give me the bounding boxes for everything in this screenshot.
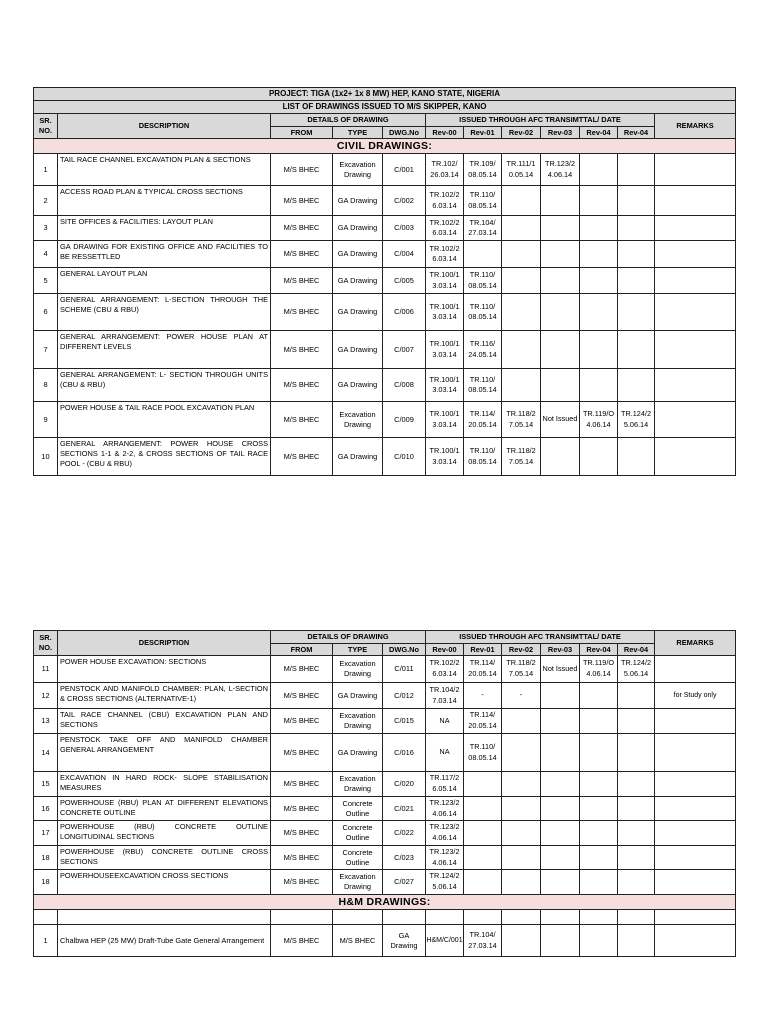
cell-remarks bbox=[655, 797, 736, 821]
hm-rev02 bbox=[541, 925, 580, 957]
cell-dwg: C/005 bbox=[383, 268, 426, 294]
cell-rev04b bbox=[618, 294, 655, 331]
project-title: PROJECT: TIGA (1x2+ 1x 8 MW) HEP, KANO STATE, NIGERIA bbox=[34, 88, 736, 101]
cell-rev04 bbox=[580, 797, 618, 821]
cell-rev00: TR.102/2 6.03.14 bbox=[426, 241, 464, 268]
cell-type: GA Drawing bbox=[333, 438, 383, 476]
cell-dwg: C/007 bbox=[383, 331, 426, 369]
cell-dwg: C/009 bbox=[383, 402, 426, 438]
cell-remarks bbox=[655, 846, 736, 870]
cell-rev01: TR.110/ 08.05.14 bbox=[464, 268, 502, 294]
header-sr: SR. NO. bbox=[34, 114, 58, 139]
cell-type: GA Drawing bbox=[333, 186, 383, 216]
cell-rev04b bbox=[618, 331, 655, 369]
cell-dwg: C/012 bbox=[383, 683, 426, 709]
cell-dwg: C/002 bbox=[383, 186, 426, 216]
cell-remarks bbox=[655, 369, 736, 402]
cell-rev04 bbox=[580, 268, 618, 294]
cell-rev00: TR.104/2 7.03.14 bbox=[426, 683, 464, 709]
cell-description: POWERHOUSEEXCAVATION CROSS SECTIONS bbox=[58, 870, 271, 895]
cell-rev00: TR.102/2 6.03.14 bbox=[426, 216, 464, 241]
table-row bbox=[34, 331, 736, 369]
drawings-table-2 bbox=[33, 630, 736, 957]
cell-from: M/S BHEC bbox=[271, 331, 333, 369]
cell-remarks bbox=[655, 656, 736, 683]
cell-rev04b bbox=[618, 821, 655, 846]
cell-description: GA DRAWING FOR EXISTING OFFICE AND FACILITIES TO BE RESSETTLED bbox=[58, 241, 271, 268]
cell-from: M/S BHEC bbox=[271, 734, 333, 772]
cell-sr: 7 bbox=[34, 331, 58, 369]
cell-rev01: TR.110/ 08.05.14 bbox=[464, 438, 502, 476]
cell-rev00: NA bbox=[426, 709, 464, 734]
cell-rev02: TR.118/2 7.05.14 bbox=[502, 438, 541, 476]
cell-sr: 1 bbox=[34, 154, 58, 186]
cell-dwg: C/003 bbox=[383, 216, 426, 241]
cell-rev03 bbox=[541, 846, 580, 870]
header-rev03: Rev-03 bbox=[541, 127, 580, 139]
project-subtitle: LIST OF DRAWINGS ISSUED TO M/S SKIPPER, KANO bbox=[34, 101, 736, 114]
cell-rev03 bbox=[541, 870, 580, 895]
cell-remarks: for Study only bbox=[655, 683, 736, 709]
cell-rev00: TR.100/1 3.03.14 bbox=[426, 402, 464, 438]
cell-rev04 bbox=[580, 369, 618, 402]
cell-rev04 bbox=[580, 438, 618, 476]
header-details: DETAILS OF DRAWING bbox=[271, 631, 426, 644]
cell-from: M/S BHEC bbox=[271, 821, 333, 846]
cell-remarks bbox=[655, 294, 736, 331]
section-civil: CIVIL DRAWINGS: bbox=[34, 139, 736, 154]
cell-type: GA Drawing bbox=[333, 683, 383, 709]
cell-rev02 bbox=[502, 186, 541, 216]
cell-description: PENSTOCK TAKE OFF AND MANIFOLD CHAMBER GENERAL ARRANGEMENT bbox=[58, 734, 271, 772]
cell-rev03 bbox=[541, 331, 580, 369]
cell-rev04b: TR.124/2 5.06.14 bbox=[618, 402, 655, 438]
table-row bbox=[34, 294, 736, 331]
cell-from: M/S BHEC bbox=[271, 772, 333, 797]
cell-rev03 bbox=[541, 709, 580, 734]
cell-remarks bbox=[655, 216, 736, 241]
header-details: DETAILS OF DRAWING bbox=[271, 114, 426, 127]
cell-dwg: C/022 bbox=[383, 821, 426, 846]
cell-description: SITE OFFICES & FACILITIES: LAYOUT PLAN bbox=[58, 216, 271, 241]
cell-from: M/S BHEC bbox=[271, 870, 333, 895]
cell-rev00: TR.100/1 3.03.14 bbox=[426, 369, 464, 402]
cell-rev01: TR.110/ 08.05.14 bbox=[464, 186, 502, 216]
cell-sr: 15 bbox=[34, 772, 58, 797]
cell-description: GENERAL ARRANGEMENT: POWER HOUSE PLAN AT DIFFERENT LEVELS bbox=[58, 331, 271, 369]
table-row bbox=[34, 734, 736, 772]
cell-remarks bbox=[655, 402, 736, 438]
table-row bbox=[34, 268, 736, 294]
cell-rev04 bbox=[580, 154, 618, 186]
table-row bbox=[34, 241, 736, 268]
cell-type: Concrete Outline bbox=[333, 846, 383, 870]
header-rev04b: Rev-04 bbox=[618, 127, 655, 139]
cell-rev03 bbox=[541, 294, 580, 331]
cell-description: POWER HOUSE & TAIL RACE POOL EXCAVATION PLAN bbox=[58, 402, 271, 438]
cell-rev01 bbox=[464, 797, 502, 821]
cell-rev04 bbox=[580, 216, 618, 241]
cell-dwg: C/006 bbox=[383, 294, 426, 331]
project-subtitle-row bbox=[34, 101, 736, 114]
cell-sr: 13 bbox=[34, 709, 58, 734]
hm-rev03 bbox=[580, 925, 618, 957]
cell-rev01 bbox=[464, 846, 502, 870]
cell-rev02 bbox=[502, 734, 541, 772]
cell-sr: 2 bbox=[34, 186, 58, 216]
cell-rev03 bbox=[541, 772, 580, 797]
cell-rev02: - bbox=[502, 683, 541, 709]
cell-rev00: TR.102/2 6.03.14 bbox=[426, 656, 464, 683]
table-row bbox=[34, 683, 736, 709]
table-row bbox=[34, 402, 736, 438]
cell-type: GA Drawing bbox=[333, 241, 383, 268]
cell-rev01: TR.109/ 08.05.14 bbox=[464, 154, 502, 186]
cell-remarks bbox=[655, 870, 736, 895]
header-rev04: Rev-04 bbox=[580, 127, 618, 139]
cell-description: GENERAL ARRANGEMENT: L-SECTION THROUGH THE SCHEME (CBU & RBU) bbox=[58, 294, 271, 331]
header-rev01: Rev-01 bbox=[464, 644, 502, 656]
cell-rev04 bbox=[580, 241, 618, 268]
cell-rev03: Not Issued bbox=[541, 402, 580, 438]
cell-rev04 bbox=[580, 772, 618, 797]
cell-sr: 6 bbox=[34, 294, 58, 331]
cell-rev04b bbox=[618, 186, 655, 216]
cell-rev02 bbox=[502, 268, 541, 294]
header-rev02: Rev-02 bbox=[502, 644, 541, 656]
cell-rev04b bbox=[618, 438, 655, 476]
cell-description: ACCESS ROAD PLAN & TYPICAL CROSS SECTIONS bbox=[58, 186, 271, 216]
table-row bbox=[34, 656, 736, 683]
cell-sr: 18 bbox=[34, 846, 58, 870]
cell-type: GA Drawing bbox=[333, 216, 383, 241]
header-type: TYPE bbox=[333, 127, 383, 139]
cell-sr: 12 bbox=[34, 683, 58, 709]
cell-dwg: C/021 bbox=[383, 797, 426, 821]
hm-rev00: TR.104/ 27.03.14 bbox=[464, 925, 502, 957]
cell-rev03 bbox=[541, 241, 580, 268]
cell-from: M/S BHEC bbox=[271, 797, 333, 821]
header-description: DESCRIPTION bbox=[58, 114, 271, 139]
cell-rev04 bbox=[580, 331, 618, 369]
cell-rev03 bbox=[541, 797, 580, 821]
cell-sr: 10 bbox=[34, 438, 58, 476]
cell-type: Excavation Drawing bbox=[333, 402, 383, 438]
header-rev03: Rev-03 bbox=[541, 644, 580, 656]
hm-type: GA Drawing bbox=[383, 925, 426, 957]
hm-from-2: M/S BHEC bbox=[333, 925, 383, 957]
table-row bbox=[34, 186, 736, 216]
cell-sr: 8 bbox=[34, 369, 58, 402]
cell-remarks bbox=[655, 772, 736, 797]
cell-dwg: C/010 bbox=[383, 438, 426, 476]
cell-type: Excavation Drawing bbox=[333, 709, 383, 734]
cell-rev00: TR.102/2 6.03.14 bbox=[426, 186, 464, 216]
cell-dwg: C/008 bbox=[383, 369, 426, 402]
cell-type: GA Drawing bbox=[333, 294, 383, 331]
cell-rev03: TR.123/2 4.06.14 bbox=[541, 154, 580, 186]
cell-description: POWERHOUSE (RBU) CONCRETE OUTLINE LONGITUDINAL SECTIONS bbox=[58, 821, 271, 846]
cell-description: GENERAL ARRANGEMENT: L- SECTION THROUGH UNITS (CBU & RBU) bbox=[58, 369, 271, 402]
cell-rev04b bbox=[618, 734, 655, 772]
cell-rev00: TR.123/2 4.06.14 bbox=[426, 821, 464, 846]
cell-rev00: TR.100/1 3.03.14 bbox=[426, 268, 464, 294]
cell-type: Excavation Drawing bbox=[333, 656, 383, 683]
table2-body bbox=[34, 656, 736, 895]
cell-description: TAIL RACE CHANNEL EXCAVATION PLAN & SECTIONS bbox=[58, 154, 271, 186]
cell-remarks bbox=[655, 821, 736, 846]
cell-rev04b bbox=[618, 709, 655, 734]
cell-remarks bbox=[655, 241, 736, 268]
cell-sr: 17 bbox=[34, 821, 58, 846]
table-row bbox=[34, 154, 736, 186]
cell-rev00: NA bbox=[426, 734, 464, 772]
cell-rev01: TR.110/ 08.05.14 bbox=[464, 294, 502, 331]
cell-sr: 5 bbox=[34, 268, 58, 294]
cell-description: EXCAVATION IN HARD ROCK- SLOPE STABILISATION MEASURES bbox=[58, 772, 271, 797]
cell-rev04 bbox=[580, 734, 618, 772]
cell-rev01: TR.114/ 20.05.14 bbox=[464, 402, 502, 438]
cell-from: M/S BHEC bbox=[271, 241, 333, 268]
cell-dwg: C/011 bbox=[383, 656, 426, 683]
table-row bbox=[34, 772, 736, 797]
cell-rev02: TR.118/2 7.05.14 bbox=[502, 402, 541, 438]
cell-remarks bbox=[655, 268, 736, 294]
cell-rev00: TR.102/ 26.03.14 bbox=[426, 154, 464, 186]
header-rev00: Rev-00 bbox=[426, 644, 464, 656]
cell-from: M/S BHEC bbox=[271, 268, 333, 294]
header-issued: ISSUED THROUGH AFC TRANSIMTTAL/ DATE bbox=[426, 631, 655, 644]
cell-from: M/S BHEC bbox=[271, 656, 333, 683]
cell-dwg: C/020 bbox=[383, 772, 426, 797]
hm-dwg: H&M/C/001 bbox=[426, 925, 464, 957]
cell-rev02 bbox=[502, 870, 541, 895]
hm-rev01 bbox=[502, 925, 541, 957]
cell-rev00: TR.124/2 5.06.14 bbox=[426, 870, 464, 895]
header-from: FROM bbox=[271, 127, 333, 139]
table-row bbox=[34, 846, 736, 870]
cell-from: M/S BHEC bbox=[271, 709, 333, 734]
hm-description: Chalbwa HEP (25 MW) Draft-Tube Gate General Arrangement bbox=[58, 925, 271, 957]
cell-rev00: TR.123/2 4.06.14 bbox=[426, 797, 464, 821]
cell-rev01: - bbox=[464, 683, 502, 709]
cell-rev02 bbox=[502, 294, 541, 331]
cell-description: POWER HOUSE EXCAVATION: SECTIONS bbox=[58, 656, 271, 683]
cell-rev04: TR.119/O 4.06.14 bbox=[580, 656, 618, 683]
cell-rev02: TR.118/2 7.05.14 bbox=[502, 656, 541, 683]
cell-description: TAIL RACE CHANNEL (CBU) EXCAVATION PLAN AND SECTIONS bbox=[58, 709, 271, 734]
cell-rev00: TR.100/1 3.03.14 bbox=[426, 331, 464, 369]
header-sr: SR. NO. bbox=[34, 631, 58, 656]
cell-rev00: TR.100/1 3.03.14 bbox=[426, 294, 464, 331]
header-type: TYPE bbox=[333, 644, 383, 656]
cell-rev03 bbox=[541, 438, 580, 476]
cell-sr: 11 bbox=[34, 656, 58, 683]
hm-row bbox=[34, 925, 736, 957]
cell-rev01: TR.114/ 20.05.14 bbox=[464, 656, 502, 683]
table-row bbox=[34, 369, 736, 402]
hm-rev04 bbox=[618, 925, 655, 957]
cell-rev04 bbox=[580, 709, 618, 734]
cell-rev03: Not Issued bbox=[541, 656, 580, 683]
cell-type: Excavation Drawing bbox=[333, 772, 383, 797]
header-dwg: DWG.No bbox=[383, 644, 426, 656]
cell-rev02 bbox=[502, 846, 541, 870]
cell-rev02 bbox=[502, 709, 541, 734]
cell-remarks bbox=[655, 331, 736, 369]
cell-rev02: TR.111/1 0.05.14 bbox=[502, 154, 541, 186]
cell-rev04b bbox=[618, 683, 655, 709]
header-rev04: Rev-04 bbox=[580, 644, 618, 656]
cell-rev03 bbox=[541, 268, 580, 294]
cell-rev04 bbox=[580, 683, 618, 709]
cell-rev04b bbox=[618, 846, 655, 870]
cell-type: GA Drawing bbox=[333, 268, 383, 294]
cell-rev04b bbox=[618, 268, 655, 294]
cell-type: Excavation Drawing bbox=[333, 154, 383, 186]
header-from: FROM bbox=[271, 644, 333, 656]
hm-remarks bbox=[655, 925, 736, 957]
cell-remarks bbox=[655, 709, 736, 734]
cell-dwg: C/027 bbox=[383, 870, 426, 895]
cell-from: M/S BHEC bbox=[271, 154, 333, 186]
cell-from: M/S BHEC bbox=[271, 294, 333, 331]
cell-rev04 bbox=[580, 294, 618, 331]
cell-rev04 bbox=[580, 846, 618, 870]
cell-rev04 bbox=[580, 821, 618, 846]
cell-rev04 bbox=[580, 870, 618, 895]
header-rev04b: Rev-04 bbox=[618, 644, 655, 656]
cell-rev01 bbox=[464, 772, 502, 797]
cell-dwg: C/015 bbox=[383, 709, 426, 734]
header-rev00: Rev-00 bbox=[426, 127, 464, 139]
cell-from: M/S BHEC bbox=[271, 846, 333, 870]
cell-description: GENERAL LAYOUT PLAN bbox=[58, 268, 271, 294]
cell-rev03 bbox=[541, 186, 580, 216]
cell-description: GENERAL ARRANGEMENT: POWER HOUSE CROSS SECTIONS 1-1 & 2-2, & CROSS SECTIONS OF TAIL RACE POOL - (CBU & RBU) bbox=[58, 438, 271, 476]
header-rev02: Rev-02 bbox=[502, 127, 541, 139]
cell-from: M/S BHEC bbox=[271, 216, 333, 241]
cell-rev01: TR.110/ 08.05.14 bbox=[464, 369, 502, 402]
cell-from: M/S BHEC bbox=[271, 402, 333, 438]
table-row bbox=[34, 870, 736, 895]
header-dwg: DWG.No bbox=[383, 127, 426, 139]
cell-rev01 bbox=[464, 821, 502, 846]
table-row bbox=[34, 709, 736, 734]
cell-from: M/S BHEC bbox=[271, 186, 333, 216]
cell-rev03 bbox=[541, 683, 580, 709]
hm-from: M/S BHEC bbox=[271, 925, 333, 957]
cell-rev04b bbox=[618, 216, 655, 241]
cell-rev01: TR.110/ 08.05.14 bbox=[464, 734, 502, 772]
cell-rev03 bbox=[541, 369, 580, 402]
cell-remarks bbox=[655, 154, 736, 186]
table1-body bbox=[34, 154, 736, 476]
cell-type: GA Drawing bbox=[333, 734, 383, 772]
cell-dwg: C/001 bbox=[383, 154, 426, 186]
cell-rev02 bbox=[502, 369, 541, 402]
cell-type: GA Drawing bbox=[333, 369, 383, 402]
cell-rev02 bbox=[502, 797, 541, 821]
section-hm: H&M DRAWINGS: bbox=[34, 895, 736, 910]
hm-sr: 1 bbox=[34, 925, 58, 957]
cell-sr: 16 bbox=[34, 797, 58, 821]
cell-rev02 bbox=[502, 241, 541, 268]
cell-rev00: TR.123/2 4.06.14 bbox=[426, 846, 464, 870]
cell-rev03 bbox=[541, 216, 580, 241]
cell-rev00: TR.117/2 6.05.14 bbox=[426, 772, 464, 797]
cell-type: GA Drawing bbox=[333, 331, 383, 369]
cell-sr: 14 bbox=[34, 734, 58, 772]
header-rev01: Rev-01 bbox=[464, 127, 502, 139]
cell-rev04b bbox=[618, 241, 655, 268]
cell-from: M/S BHEC bbox=[271, 369, 333, 402]
cell-rev00: TR.100/1 3.03.14 bbox=[426, 438, 464, 476]
cell-rev04b bbox=[618, 797, 655, 821]
header-remarks: REMARKS bbox=[655, 114, 736, 139]
cell-rev04b: TR.124/2 5.06.14 bbox=[618, 656, 655, 683]
cell-from: M/S BHEC bbox=[271, 438, 333, 476]
cell-rev03 bbox=[541, 734, 580, 772]
cell-rev02 bbox=[502, 821, 541, 846]
table-row bbox=[34, 821, 736, 846]
cell-rev04b bbox=[618, 154, 655, 186]
header-issued: ISSUED THROUGH AFC TRANSIMTTAL/ DATE bbox=[426, 114, 655, 127]
cell-dwg: C/016 bbox=[383, 734, 426, 772]
cell-sr: 3 bbox=[34, 216, 58, 241]
header-remarks: REMARKS bbox=[655, 631, 736, 656]
cell-description: POWERHOUSE (RBU) PLAN AT DIFFERENT ELEVATIONS CONCRETE OUTLINE bbox=[58, 797, 271, 821]
cell-rev04b bbox=[618, 772, 655, 797]
cell-sr: 18 bbox=[34, 870, 58, 895]
cell-sr: 9 bbox=[34, 402, 58, 438]
cell-type: Concrete Outline bbox=[333, 797, 383, 821]
table-row bbox=[34, 438, 736, 476]
project-title-row bbox=[34, 88, 736, 101]
cell-dwg: C/004 bbox=[383, 241, 426, 268]
cell-from: M/S BHEC bbox=[271, 683, 333, 709]
cell-type: Concrete Outline bbox=[333, 821, 383, 846]
table-row bbox=[34, 216, 736, 241]
cell-dwg: C/023 bbox=[383, 846, 426, 870]
cell-rev02 bbox=[502, 216, 541, 241]
cell-remarks bbox=[655, 734, 736, 772]
cell-rev02 bbox=[502, 772, 541, 797]
cell-rev01 bbox=[464, 870, 502, 895]
cell-rev01: TR.104/ 27.03.14 bbox=[464, 216, 502, 241]
cell-rev04: TR.119/O 4.06.14 bbox=[580, 402, 618, 438]
cell-rev01: TR.116/ 24.05.14 bbox=[464, 331, 502, 369]
cell-rev04 bbox=[580, 186, 618, 216]
cell-description: PENSTOCK AND MANIFOLD CHAMBER: PLAN, L-SECTION & CROSS SECTIONS (ALTERNATIVE-1) bbox=[58, 683, 271, 709]
cell-rev01 bbox=[464, 241, 502, 268]
table-row bbox=[34, 797, 736, 821]
cell-rev03 bbox=[541, 821, 580, 846]
cell-type: Excavation Drawing bbox=[333, 870, 383, 895]
cell-rev01: TR.114/ 20.05.14 bbox=[464, 709, 502, 734]
cell-rev04b bbox=[618, 369, 655, 402]
cell-description: POWERHOUSE (RBU) CONCRETE OUTLINE CROSS SECTIONS bbox=[58, 846, 271, 870]
header-description: DESCRIPTION bbox=[58, 631, 271, 656]
cell-rev04b bbox=[618, 870, 655, 895]
cell-remarks bbox=[655, 186, 736, 216]
cell-rev02 bbox=[502, 331, 541, 369]
drawings-table-1 bbox=[33, 87, 736, 476]
cell-remarks bbox=[655, 438, 736, 476]
cell-sr: 4 bbox=[34, 241, 58, 268]
